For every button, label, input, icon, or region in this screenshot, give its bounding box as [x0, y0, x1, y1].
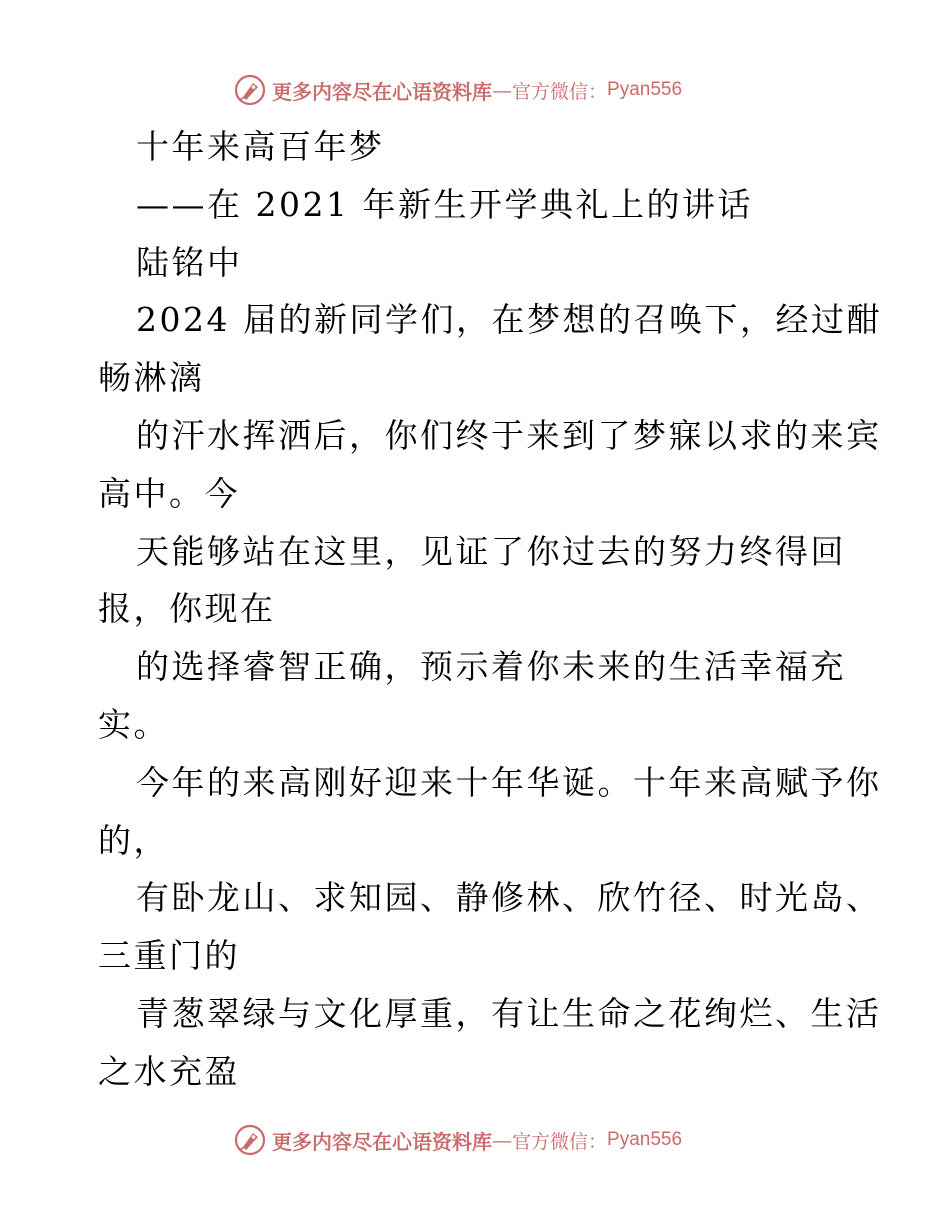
text-line: 实。: [98, 704, 169, 744]
text-line: 陆铭中: [136, 242, 243, 282]
text-line: 青葱翠绿与文化厚重，有让生命之花绚烂、生活: [136, 993, 882, 1033]
text-line: 十年来高百年梦: [136, 127, 385, 166]
text-line: 今年的来高刚好迎来十年华诞。十年来高赋予你: [136, 762, 882, 802]
text-line: 畅淋漓: [98, 358, 205, 398]
watermark-separator: —: [492, 1128, 512, 1152]
document-body: [98, 118, 882, 1101]
text-line: 天能够站在这里，见证了你过去的努力终得回: [136, 531, 846, 571]
text-line: 高中。今: [98, 473, 240, 513]
header-watermark: [234, 72, 714, 108]
watermark-main-text: 更多内容尽在心语资料库: [272, 1129, 492, 1154]
text-line: 2024 届的新同学们，在梦想的召唤下，经过酣: [136, 300, 882, 340]
text-line: 的，: [98, 820, 169, 860]
footer-watermark: [234, 1122, 714, 1158]
watermark-separator: —: [492, 78, 512, 102]
watermark-contact-id: Pyan556: [607, 1129, 683, 1150]
text-line: 的汗水挥洒后，你们终于来到了梦寐以求的来宾: [136, 415, 882, 455]
watermark-main-text: 更多内容尽在心语资料库: [272, 79, 492, 104]
text-line: 报，你现在: [98, 589, 276, 629]
pen-nib-logo-icon: [234, 74, 266, 106]
text-line: 之水充盈: [98, 1051, 240, 1091]
text-line: 的选择睿智正确，预示着你未来的生活幸福充: [136, 647, 846, 687]
text-line: ——在 2021 年新生开学典礼上的讲话: [136, 184, 753, 224]
watermark-contact-label: 官方微信：: [512, 1130, 608, 1153]
watermark-contact-id: Pyan556: [607, 79, 683, 100]
pen-nib-logo-icon: [234, 1124, 266, 1156]
text-line: 三重门的: [98, 936, 240, 976]
text-line: 有卧龙山、求知园、静修林、欣竹径、时光岛、: [136, 878, 882, 918]
watermark-contact-label: 官方微信：: [512, 80, 608, 103]
